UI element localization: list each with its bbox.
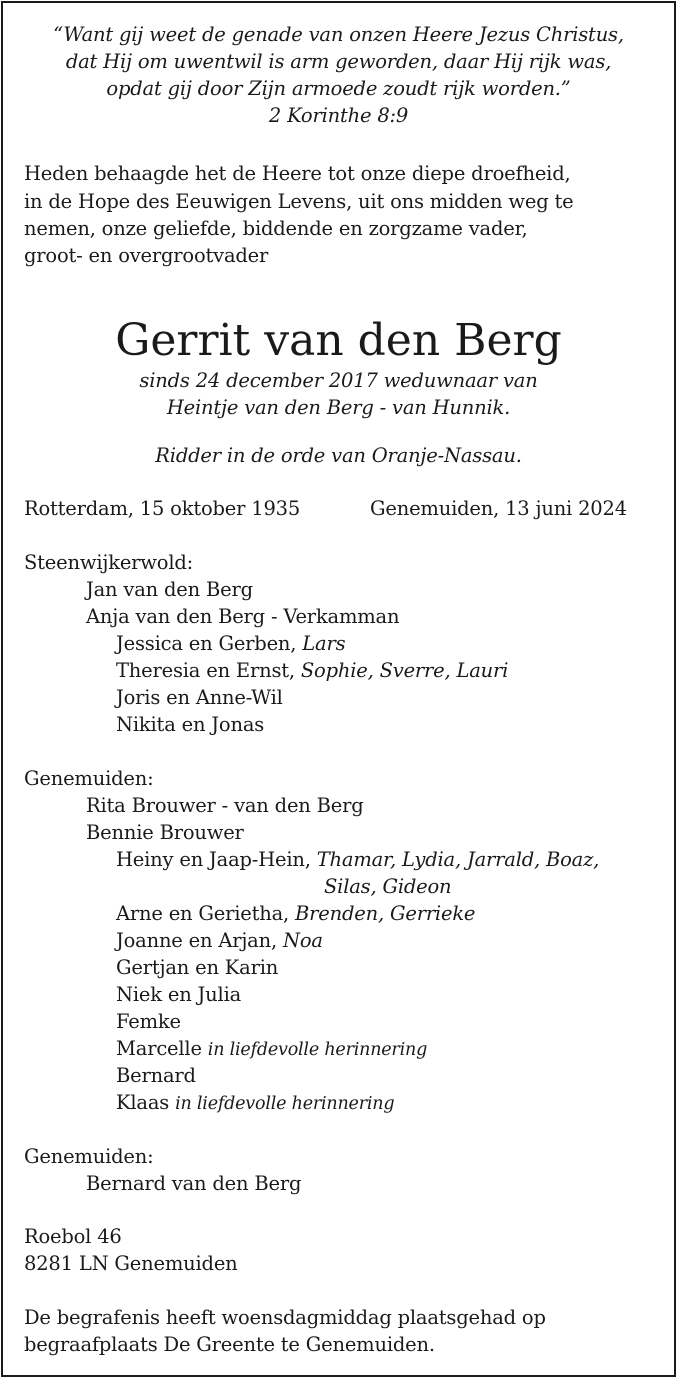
family-child: Marcelle in liefdevolle herinnering [116, 1037, 428, 1060]
family-child: Gertjan en Karin [116, 956, 279, 979]
intro-line-4: groot- en overgrootvader [24, 244, 269, 267]
family-parent: Jan van den Berg [86, 578, 253, 601]
family-parent: Anja van den Berg - Verkamman [86, 605, 400, 628]
family-child: Klaas in liefdevolle herinnering [116, 1091, 395, 1114]
family-child: Niek en Julia [116, 983, 242, 1006]
funeral-line-1: De begrafenis heeft woensdagmiddag plaatsgehad op [24, 1306, 546, 1329]
widower-line-2: Heintje van den Berg - van Hunnik. [166, 396, 511, 419]
family-place-2: Genemuiden: [24, 767, 154, 790]
family-child: Arne en Gerietha, Brenden, Gerrieke [116, 902, 476, 925]
family-child: Theresia en Ernst, Sophie, Sverre, Lauri [116, 659, 509, 682]
verse-reference: 2 Korinthe 8:9 [268, 104, 409, 127]
deceased-name: Gerrit van den Berg [115, 315, 562, 366]
family-child: Bernard [116, 1064, 196, 1087]
family-place-3: Genemuiden: [24, 1145, 154, 1168]
family-child: Femke [116, 1010, 181, 1033]
intro-line-1: Heden behaagde het de Heere tot onze diepe droefheid, [24, 162, 571, 185]
family-child: Nikita en Jonas [116, 713, 265, 736]
verse-line-1: “Want gij weet de genade van onzen Heere Jezus Christus, [53, 23, 624, 46]
honor-line: Ridder in de orde van Oranje-Nassau. [155, 444, 522, 467]
family-child: Heiny en Jaap-Hein, Thamar, Lydia, Jarrald, Boaz, [116, 848, 600, 871]
death-place-date: Genemuiden, 13 juni 2024 [370, 497, 627, 520]
family-parent: Rita Brouwer - van den Berg [86, 794, 364, 817]
birth-place-date: Rotterdam, 15 oktober 1935 [24, 497, 301, 520]
family-parent: Bennie Brouwer [86, 821, 244, 844]
verse-line-2: dat Hij om uwentwil is arm geworden, daar Hij rijk was, [65, 50, 612, 73]
family-child: Joanne en Arjan, Noa [116, 929, 323, 952]
family-child: Jessica en Gerben, Lars [116, 632, 346, 655]
family-child: Joris en Anne-Wil [116, 686, 283, 709]
verse-line-3: opdat gij door Zijn armoede zoudt rijk worden.” [106, 77, 571, 100]
family-place-1: Steenwijkerwold: [24, 551, 194, 574]
family-grandchildren-continued: Silas, Gideon [324, 875, 452, 898]
intro-line-3: nemen, onze geliefde, biddende en zorgzame vader, [24, 217, 528, 240]
address-street: Roebol 46 [24, 1225, 122, 1248]
address-city: 8281 LN Genemuiden [24, 1252, 238, 1275]
funeral-line-2: begraafplaats De Greente te Genemuiden. [24, 1333, 435, 1356]
widower-line-1: sinds 24 december 2017 weduwnaar van [139, 369, 538, 392]
family-parent: Bernard van den Berg [86, 1172, 302, 1195]
intro-line-2: in de Hope des Eeuwigen Levens, uit ons midden weg te [24, 190, 574, 213]
